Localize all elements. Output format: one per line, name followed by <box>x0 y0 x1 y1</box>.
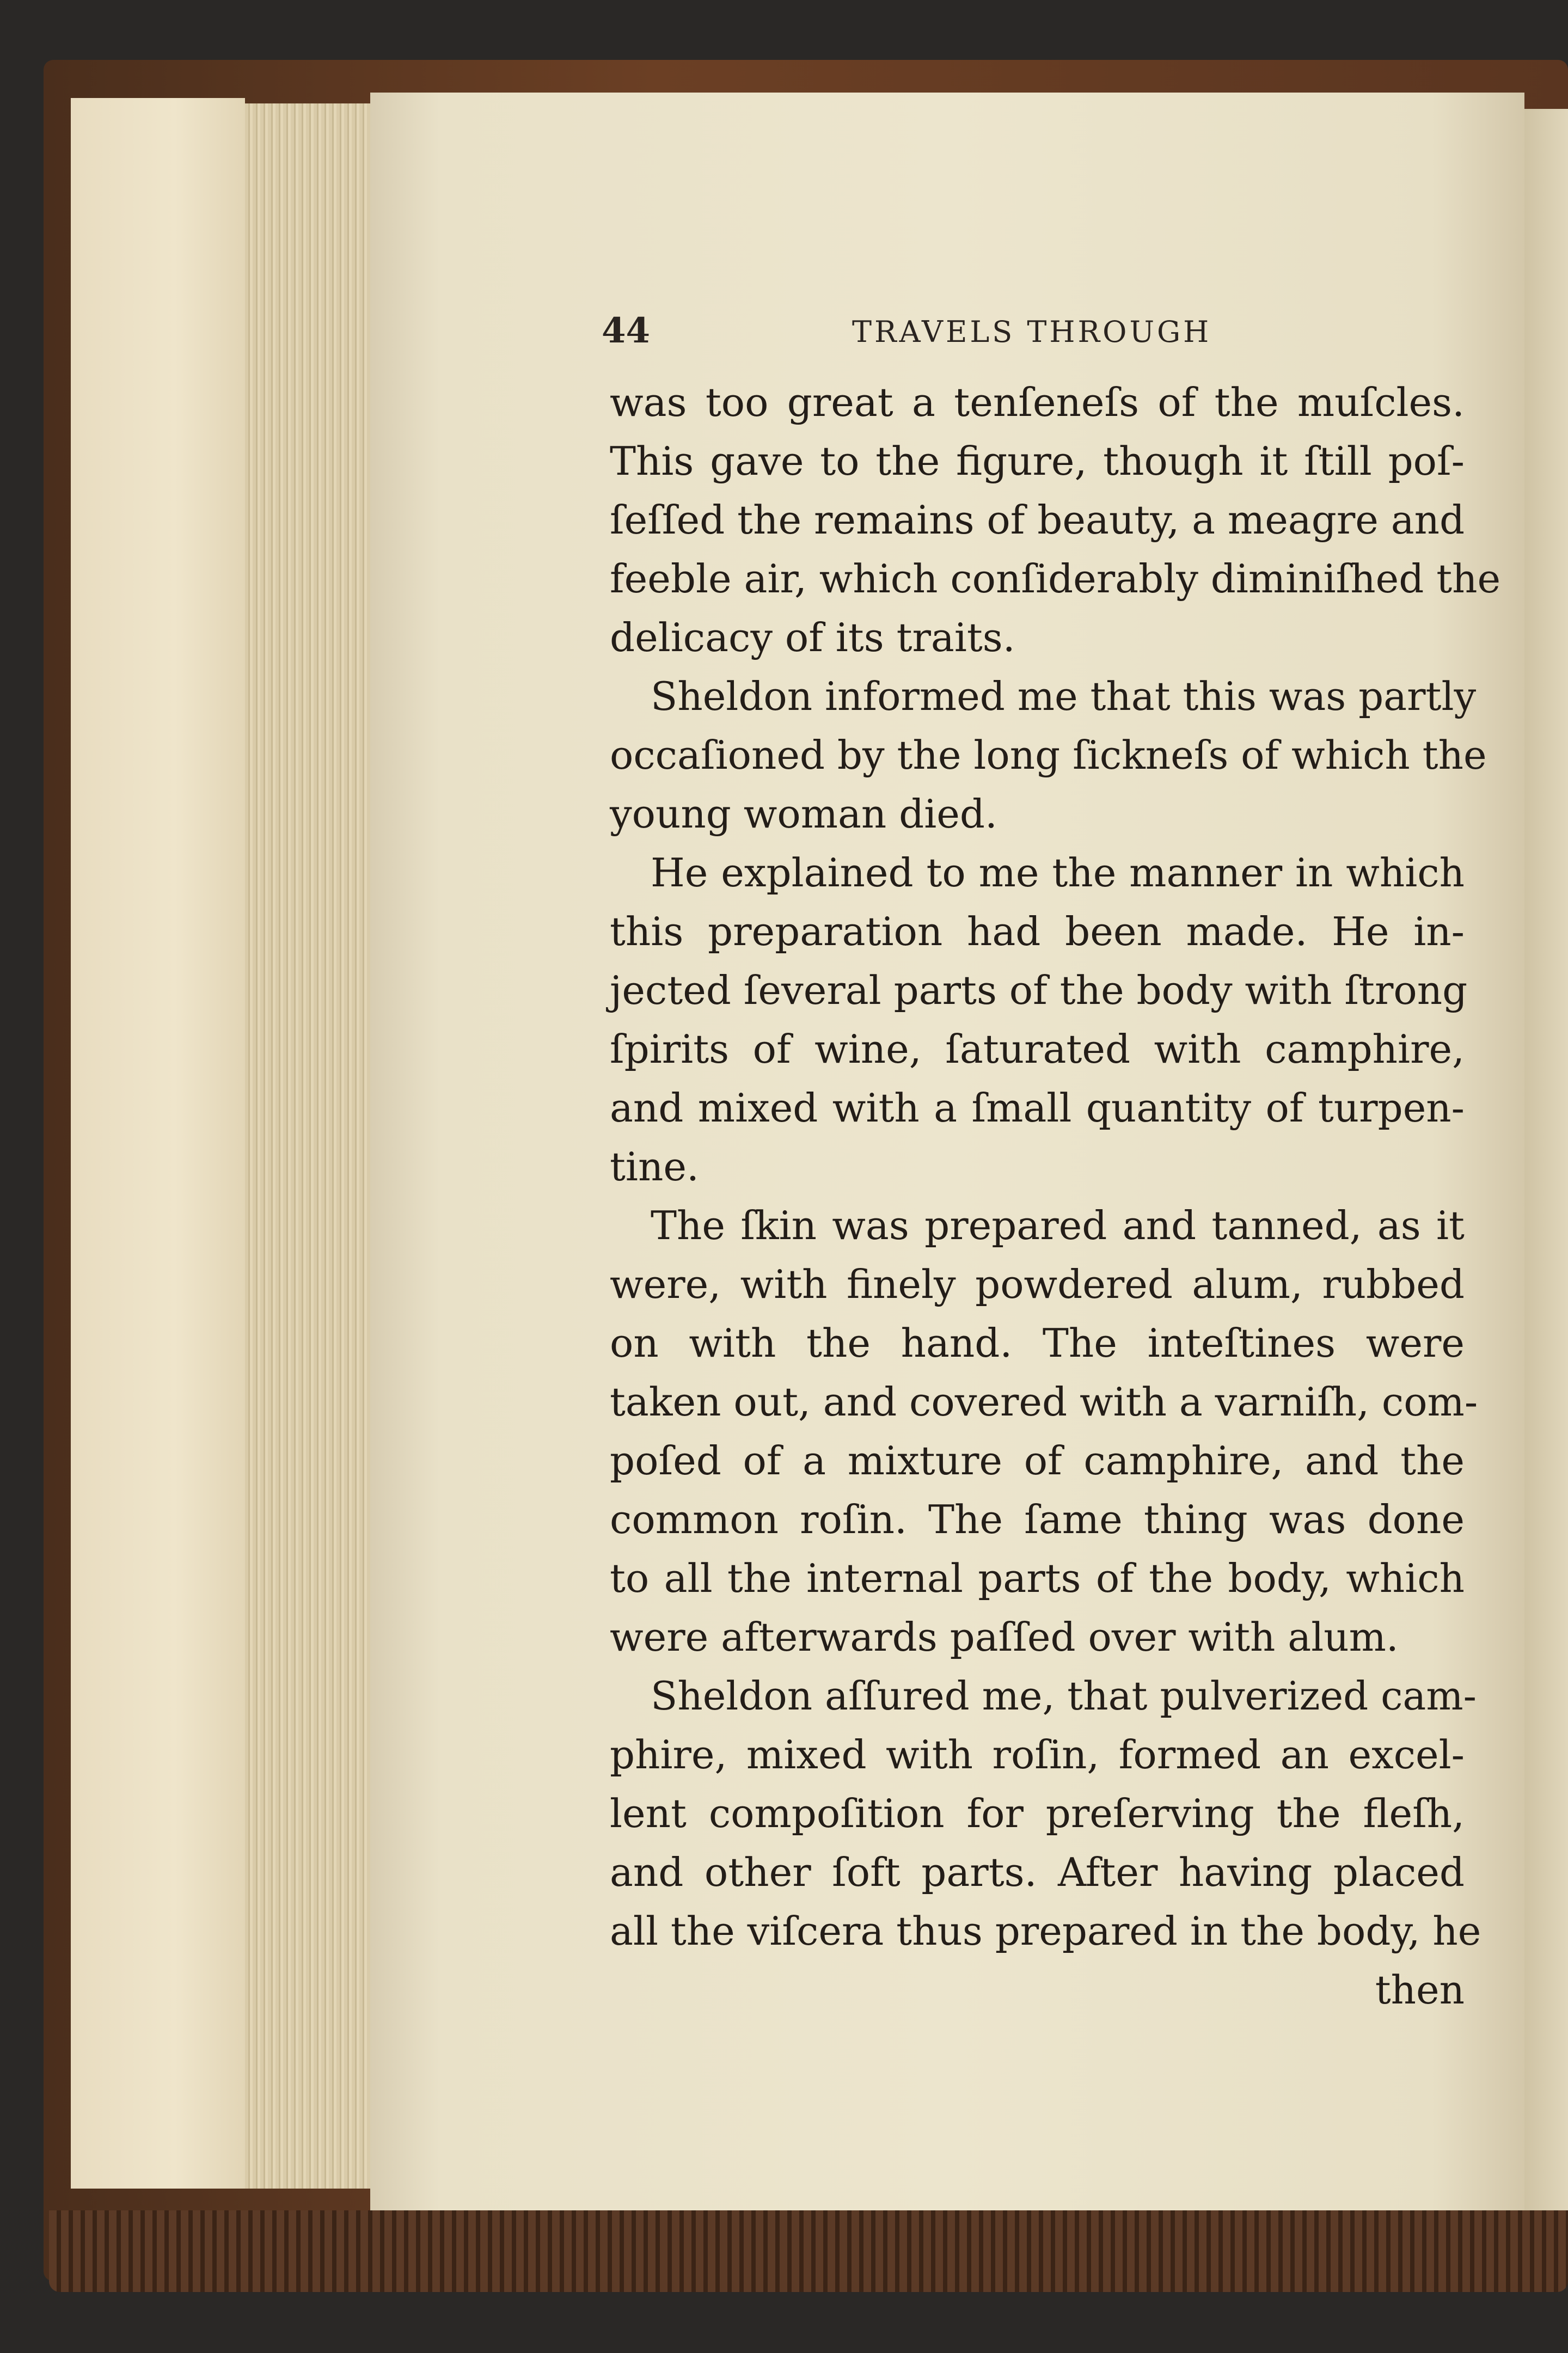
text-line: young woman died. <box>610 791 997 837</box>
book-cover-bottom-edge <box>49 2210 1568 2292</box>
text-line: lent compoſition for preſerving the fleſh, <box>610 1791 1465 1836</box>
text-line: This gave to the figure, though it ſtill poſ- <box>610 438 1465 484</box>
text-line: and mixed with a ſmall quantity of turpen- <box>610 1085 1465 1131</box>
text-line: were, with finely powdered alum, rubbed <box>610 1261 1465 1307</box>
paragraph-start-line: The ſkin was prepared and tanned, as it <box>651 1203 1465 1248</box>
text-line: and other ſoft parts. After having placed <box>610 1849 1465 1895</box>
paragraph-start-line: Sheldon aſſured me, that pulverized cam- <box>651 1673 1477 1719</box>
paragraph-start-line: Sheldon informed me that this was partly <box>651 673 1477 719</box>
body-text <box>610 373 1501 2019</box>
text-line: were afterwards paſſed over with alum. <box>610 1614 1399 1660</box>
text-line: phire, mixed with roſin, formed an excel- <box>610 1732 1465 1778</box>
page-number: 44 <box>602 310 651 351</box>
text-line: poſed of a mixture of camphire, and the <box>610 1438 1465 1484</box>
text-line: ſeſſed the remains of beauty, a meagre and <box>610 497 1465 543</box>
text-line: this preparation had been made. He in- <box>610 909 1465 954</box>
page-header <box>602 310 1467 359</box>
text-line: on with the hand. The inteſtines were <box>610 1320 1465 1366</box>
text-line: occaſioned by the long ſickneſs of which the <box>610 732 1487 778</box>
text-line: feeble air, which conſiderably diminiſhed the <box>610 556 1501 602</box>
text-line: all the viſcera thus prepared in the body, he <box>610 1908 1481 1954</box>
text-line: taken out, and covered with a varniſh, com- <box>610 1379 1478 1425</box>
text-line: jected ſeveral parts of the body with ſtrong <box>610 967 1468 1013</box>
text-line: ſpirits of wine, ſaturated with camphire, <box>610 1026 1465 1072</box>
page-edges <box>245 103 370 2189</box>
running-head: TRAVELS THROUGH <box>852 315 1212 349</box>
text-line: common roſin. The ſame thing was done <box>610 1497 1465 1542</box>
catchword: then <box>1375 1967 1465 2013</box>
text-line: tine. <box>610 1144 699 1190</box>
paragraph-start-line: He explained to me the manner in which <box>651 850 1465 896</box>
text-line: delicacy of its traits. <box>610 615 1015 660</box>
facing-page-edge <box>1524 109 1568 2210</box>
text-line: to all the internal parts of the body, which <box>610 1555 1465 1601</box>
flyleaf <box>71 98 245 2189</box>
text-line: was too great a tenſeneſs of the muſcles. <box>610 379 1465 425</box>
